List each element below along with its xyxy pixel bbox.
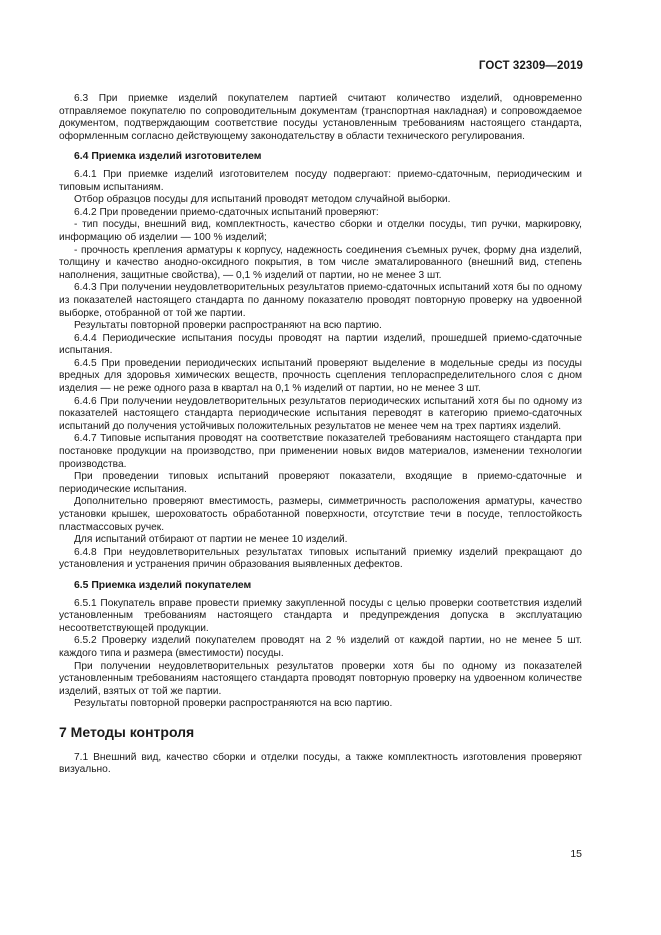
paragraph-6-4-5: 6.4.5 При проведении периодических испытаний проверяют выделение в модельные среды из посуды вредных для здоровья химических веществ, прочность сцепления теплораспределительного слоя с дном изделия — не реже одного раза в квартал на 0,1 % изделий от партии, но не менее 3 шт. <box>59 357 582 395</box>
list-item: - тип посуды, внешний вид, комплектность, качество сборки и отделки посуды, тип ручки, маркировку, информацию об изделии — 100 % изделий; <box>59 219 582 243</box>
paragraph-7-1: 7.1 Внешний вид, качество сборки и отделки посуды, а также комплектность изготовления проверяют визуально. <box>59 751 582 776</box>
paragraph-6-5-2: 6.5.2 Проверку изделий покупателем проводят на 2 % изделий от каждой партии, но не менее 5 шт. каждого типа и размера (вместимости) посуды. <box>59 635 582 659</box>
paragraph: Дополнительно проверяют вместимость, размеры, симметричность расположения арматуры, качество установки крышек, шероховатость обработанной поверхности, отсутствие течи в посуде, теплостойкость пластмассовых ручек. <box>59 496 582 533</box>
paragraph: При получении неудовлетворительных результатов проверки хотя бы по одному из показателей установленным требованиям настоящего стандарта проводят повторную проверку на удвоенном количестве изделий, взятых от той же партии. <box>59 660 582 697</box>
paragraph-6-4-1: 6.4.1 При приемке изделий изготовителем посуду подвергают: приемо-сдаточным, периодическим и типовым испытаниям. <box>59 168 582 193</box>
paragraph-6-4-2: 6.4.2 При проведении приемо-сдаточных испытаний проверяют: <box>74 206 379 218</box>
paragraph-6-5-1: 6.5.1 Покупатель вправе провести приемку закупленной посуды с целью проверки соответствия изделий установленным требованиям настоящего стандарта и предупреждения допуска в эксплуатацию несоответствующей продукции. <box>59 597 582 634</box>
paragraph-6-4-7: 6.4.7 Типовые испытания проводят на соответствие показателей требованиям настоящего стандарта при постановке продукции на производство, при применении новых видов материалов, изменении технологии производства. <box>59 433 582 470</box>
page-number: 15 <box>570 848 582 860</box>
page-body <box>59 93 582 777</box>
paragraph: Результаты повторной проверки распространяют на всю партию. <box>74 320 382 332</box>
paragraph: Результаты повторной проверки распространяются на всю партию. <box>74 698 393 710</box>
paragraph-6-4-8: 6.4.8 При неудовлетворительных результатах типовых испытаний приемку изделий прекращают до установления и устранения причин образования выявленных дефектов. <box>59 546 582 571</box>
paragraph-6-3: 6.3 При приемке изделий покупателем партией считают количество изделий, одновременно отправляемое покупателю по сопроводительным документам (транспортная накладная) и сопровождаемое документом, подтверждающим соответствие посуды установленным требованиям настоящего стандарта, оформленным согласно действующему законодательству в области технического регулирования. <box>59 93 582 142</box>
paragraph-6-4-3: 6.4.3 При получении неудовлетворительных результатов приемо-сдаточных испытаний хотя бы по одному из показателей настоящего стандарта по данному показателю проводят повторную проверку на удвоенной выборке, отобранной от той же партии. <box>59 282 582 319</box>
paragraph: При проведении типовых испытаний проверяют показатели, входящие в приемо-сдаточные и периодические испытания. <box>59 471 582 495</box>
paragraph: Для испытаний отбирают от партии не менее 10 изделий. <box>74 534 348 546</box>
section-heading-6-5: 6.5 Приемка изделий покупателем <box>74 579 252 591</box>
paragraph: Отбор образцов посуды для испытаний проводят методом случайной выборки. <box>74 194 451 206</box>
standard-designation: ГОСТ 32309—2019 <box>478 60 583 72</box>
paragraph-6-4-6: 6.4.6 При получении неудовлетворительных результатов периодических испытаний хотя бы по одному из показателей настоящего стандарта периодические испытания переводят в категорию приемо-сдаточных испытаний до получения устойчивых положительных результатов не менее чем на трех партиях изделий. <box>59 395 582 432</box>
list-item: - прочность крепления арматуры к корпусу, надежность соединения съемных ручек, форму дна изделий, толщину и качество анодно-оксидного покрытия, в том числе эматалированного (внешний вид, степень наполнения, защитные свойства), — 0,1 % изделий от партии, но не менее 3 шт. <box>59 244 582 281</box>
paragraph-6-4-4: 6.4.4 Периодические испытания посуды проводят на партии изделий, прошедшей приемо-сдаточные испытания. <box>59 332 582 357</box>
section-heading-6-4: 6.4 Приемка изделий изготовителем <box>74 151 262 163</box>
chapter-heading-7: 7 Методы контроля <box>59 723 195 740</box>
